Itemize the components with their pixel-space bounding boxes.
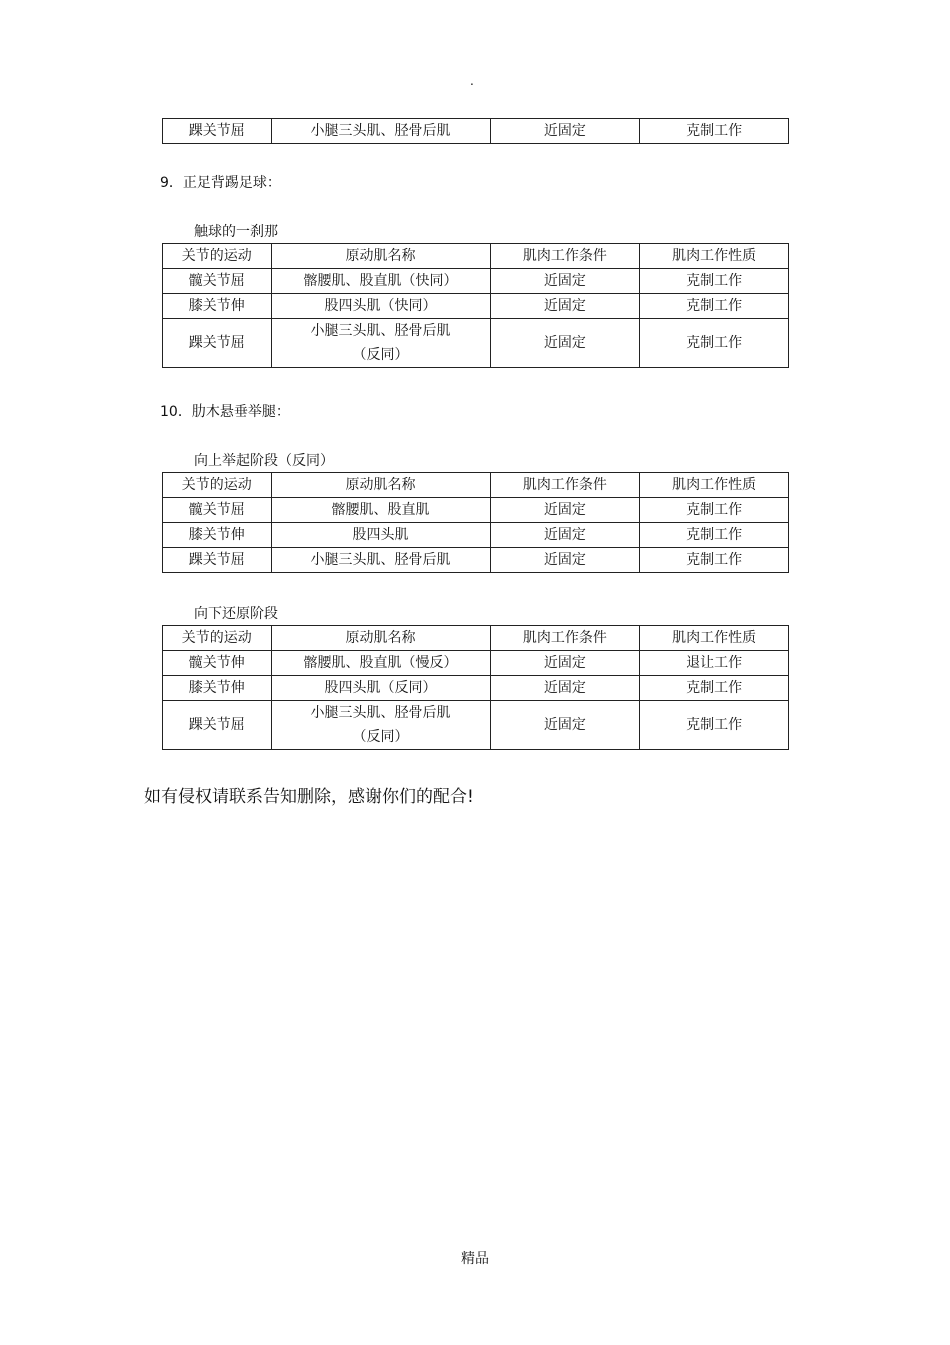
column-header: 关节的运动	[163, 626, 272, 651]
table-row	[163, 269, 789, 294]
column-header: 肌肉工作条件	[490, 473, 640, 498]
table-cell: 小腿三头肌、胫骨后肌	[271, 119, 490, 144]
table-cell: 克制工作	[640, 498, 789, 523]
table-cell: 克制工作	[640, 523, 789, 548]
table-row	[163, 319, 789, 368]
table-cell: 踝关节屈	[163, 548, 272, 573]
table-cell: 克制工作	[640, 701, 789, 750]
page-footer: 精品	[461, 1251, 489, 1267]
table-cell: 股四头肌（反同）	[271, 676, 490, 701]
continued-table	[162, 118, 789, 144]
section-10-phase2-table	[162, 625, 789, 750]
table-row	[163, 701, 789, 750]
table-cell: 膝关节伸	[163, 676, 272, 701]
table-cell: 近固定	[490, 651, 640, 676]
column-header: 肌肉工作条件	[490, 244, 640, 269]
column-header: 原动肌名称	[271, 244, 490, 269]
table-cell: 髂腰肌、股直肌（慢反）	[271, 651, 490, 676]
header-mark: .	[470, 74, 474, 88]
column-header: 关节的运动	[163, 473, 272, 498]
table-cell: 克制工作	[640, 269, 789, 294]
section-10-phase1-subheading: 向上举起阶段（反同）	[194, 453, 334, 469]
table-header-row	[163, 244, 789, 269]
column-header: 肌肉工作性质	[640, 626, 789, 651]
section-9-table	[162, 243, 789, 368]
section-9-heading: 9．正足背踢足球：	[160, 175, 281, 191]
table-cell: 近固定	[490, 523, 640, 548]
column-header: 肌肉工作条件	[490, 626, 640, 651]
table-cell: 近固定	[490, 676, 640, 701]
table-cell: 踝关节屈	[163, 119, 272, 144]
table-row	[163, 651, 789, 676]
table-cell: 膝关节伸	[163, 523, 272, 548]
table-header-row	[163, 473, 789, 498]
table-row	[163, 676, 789, 701]
table-cell: 近固定	[490, 294, 640, 319]
table-cell: 股四头肌	[271, 523, 490, 548]
table-header-row	[163, 626, 789, 651]
table-row	[163, 523, 789, 548]
table-cell: 髋关节屈	[163, 269, 272, 294]
section-10-phase1-table	[162, 472, 789, 573]
table-cell: 小腿三头肌、胫骨后肌	[271, 548, 490, 573]
table-cell: 近固定	[490, 119, 640, 144]
table-cell: 近固定	[490, 498, 640, 523]
table-cell: 近固定	[490, 701, 640, 750]
copyright-notice: 如有侵权请联系告知删除，感谢你们的配合!	[144, 787, 474, 807]
table-cell: 股四头肌（快同）	[271, 294, 490, 319]
table-row	[163, 498, 789, 523]
table-cell: 克制工作	[640, 319, 789, 368]
table-cell: 近固定	[490, 269, 640, 294]
table-cell: 近固定	[490, 319, 640, 368]
table-cell: 克制工作	[640, 294, 789, 319]
table-cell: 踝关节屈	[163, 701, 272, 750]
table-cell: 膝关节伸	[163, 294, 272, 319]
table-cell: 克制工作	[640, 119, 789, 144]
table-row	[163, 294, 789, 319]
section-10-phase2-subheading: 向下还原阶段	[194, 606, 278, 622]
table-cell: 小腿三头肌、胫骨后肌（反同）	[271, 319, 490, 368]
table-cell: 髋关节伸	[163, 651, 272, 676]
table-cell: 退让工作	[640, 651, 789, 676]
column-header: 肌肉工作性质	[640, 244, 789, 269]
column-header: 肌肉工作性质	[640, 473, 789, 498]
table-cell: 克制工作	[640, 548, 789, 573]
section-10-heading: 10．肋木悬垂举腿：	[160, 404, 290, 420]
column-header: 原动肌名称	[271, 473, 490, 498]
section-9-subheading: 触球的一刹那	[194, 224, 278, 240]
table-cell: 髋关节屈	[163, 498, 272, 523]
column-header: 原动肌名称	[271, 626, 490, 651]
table-cell: 克制工作	[640, 676, 789, 701]
table-cell: 踝关节屈	[163, 319, 272, 368]
table-row	[163, 548, 789, 573]
table-cell: 小腿三头肌、胫骨后肌（反同）	[271, 701, 490, 750]
table-cell: 髂腰肌、股直肌（快同）	[271, 269, 490, 294]
table-row	[163, 119, 789, 144]
column-header: 关节的运动	[163, 244, 272, 269]
table-cell: 近固定	[490, 548, 640, 573]
table-cell: 髂腰肌、股直肌	[271, 498, 490, 523]
